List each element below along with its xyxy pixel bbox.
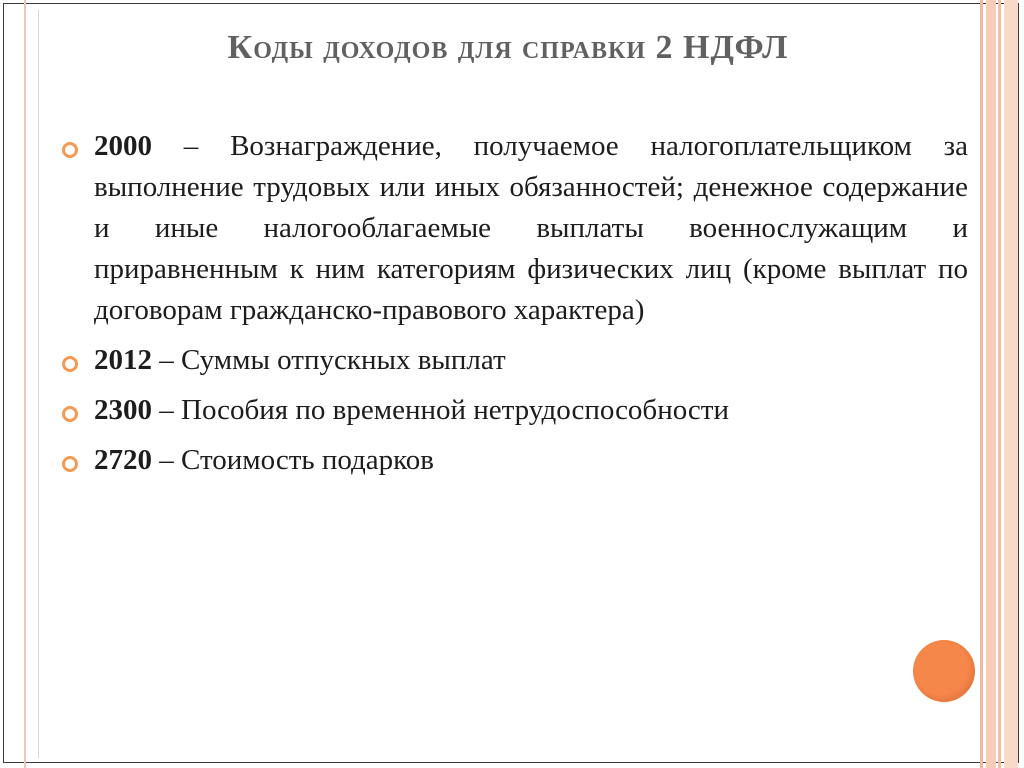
ring-bullet-icon	[62, 356, 78, 372]
list-item	[62, 126, 968, 331]
list-item	[62, 440, 968, 481]
right-decor-stripe	[980, 0, 983, 768]
income-description: – Пособия по временной нетрудоспособности	[152, 394, 729, 426]
ring-bullet-icon	[62, 142, 78, 158]
income-code: 2012	[94, 344, 152, 376]
right-decor-stripe	[1004, 0, 1018, 768]
ring-bullet-icon	[62, 406, 78, 422]
list-item	[62, 340, 968, 381]
left-decor-stripe	[24, 0, 26, 768]
income-description: – Стоимость подарков	[152, 444, 434, 476]
right-decor-stripe	[986, 0, 996, 768]
income-codes-list	[62, 126, 968, 490]
income-code: 2000	[94, 130, 152, 162]
slide-title: Коды доходов для справки 2 НДФЛ	[227, 29, 789, 66]
income-description: – Суммы отпускных выплат	[152, 344, 506, 376]
income-code: 2300	[94, 394, 152, 426]
ring-bullet-icon	[62, 456, 78, 472]
income-description: – Вознаграждение, получаемое налогоплательщиком за выполнение трудовых или иных обязанностей; денежное содержание и иные налогооблагаемые выплаты военнослужащим и приравненным к ним категориям физических лиц (кроме выплат по договорам гражданско-правового характера)	[94, 130, 968, 326]
income-code: 2720	[94, 444, 152, 476]
orange-circle-icon	[913, 640, 975, 702]
right-decor-stripe	[998, 0, 1001, 768]
list-item	[62, 390, 968, 431]
